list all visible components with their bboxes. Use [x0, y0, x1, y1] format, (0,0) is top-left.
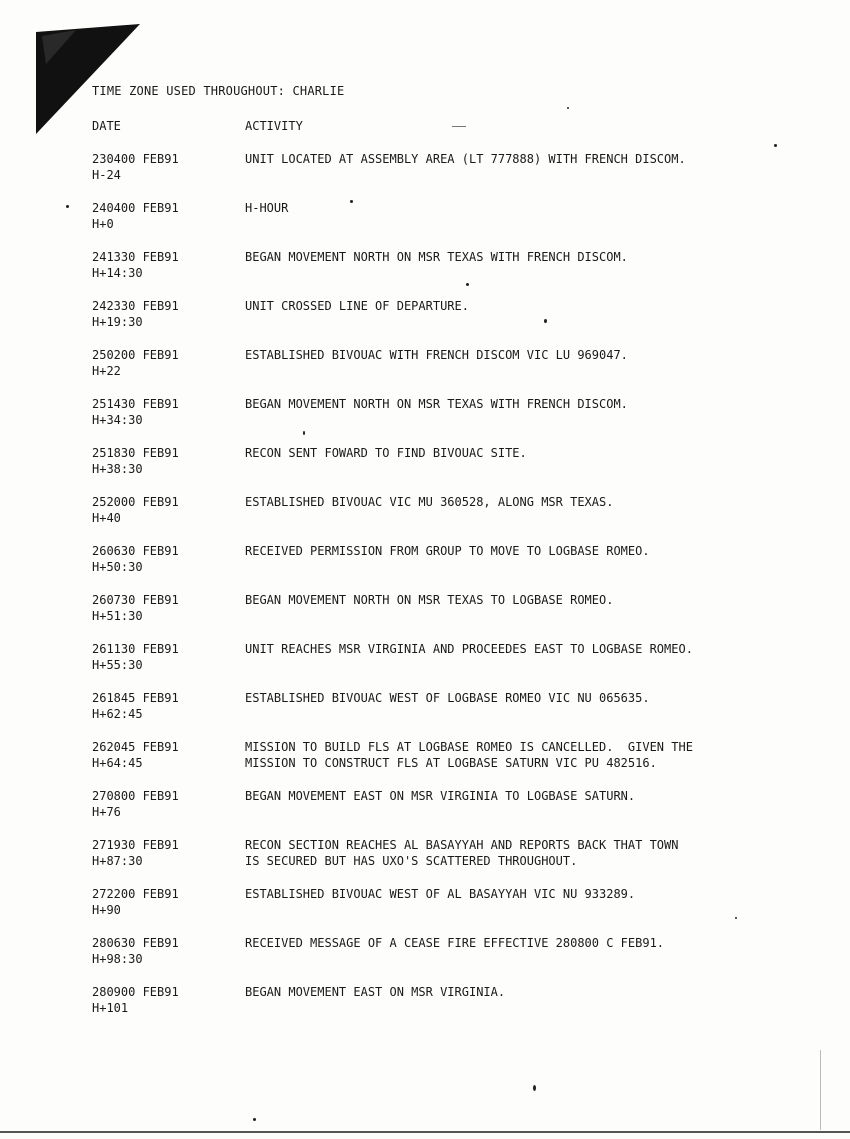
entry-time: [92, 641, 232, 674]
entry-activity: [245, 543, 765, 559]
log-entry: [0, 641, 850, 690]
entry-h-hour: H+34:30: [92, 413, 143, 428]
entry-dtg: 260630 FEB91: [92, 544, 179, 558]
page-bottom-edge: [0, 1131, 850, 1133]
entry-dtg: 280900 FEB91: [92, 985, 179, 999]
entry-activity: [245, 200, 765, 216]
entry-activity: [245, 494, 765, 510]
entry-activity: [245, 396, 765, 412]
entry-activity: [245, 984, 765, 1000]
log-entry: [0, 690, 850, 739]
entry-activity-line: RECEIVED PERMISSION FROM GROUP TO MOVE TO LOGBASE ROMEO.: [245, 544, 650, 558]
scan-speck: [350, 200, 353, 203]
entry-activity: [245, 249, 765, 265]
entry-dtg: 260730 FEB91: [92, 593, 179, 607]
entry-activity-line: BEGAN MOVEMENT NORTH ON MSR TEXAS WITH FRENCH DISCOM.: [245, 397, 628, 411]
scan-speck: [533, 1085, 536, 1091]
entry-activity-line: BEGAN MOVEMENT EAST ON MSR VIRGINIA.: [245, 985, 506, 999]
entry-h-hour: H+0: [92, 217, 114, 232]
log-entry: [0, 788, 850, 837]
scan-edge: [820, 1050, 821, 1130]
entry-activity-line: UNIT REACHES MSR VIRGINIA AND PROCEEDES EAST TO LOGBASE ROMEO.: [245, 642, 693, 656]
timezone-header: [92, 84, 344, 98]
entry-dtg: 252000 FEB91: [92, 495, 179, 509]
log-entry: [0, 935, 850, 984]
entry-activity: [245, 298, 765, 314]
entry-dtg: 271930 FEB91: [92, 838, 179, 852]
entry-activity: [245, 739, 765, 772]
entry-activity: [245, 837, 765, 870]
activity-log: [0, 151, 850, 1033]
entry-dtg: 251430 FEB91: [92, 397, 179, 411]
scan-speck: [66, 205, 69, 208]
log-entry: [0, 347, 850, 396]
entry-time: [92, 886, 232, 919]
entry-time: [92, 249, 232, 282]
entry-h-hour: H+98:30: [92, 952, 143, 967]
entry-activity: [245, 151, 765, 167]
header-dash: [452, 126, 466, 127]
scan-speck: [253, 1118, 256, 1121]
date-column-header: DATE: [92, 119, 121, 133]
entry-time: [92, 739, 232, 772]
entry-activity-line: BEGAN MOVEMENT NORTH ON MSR TEXAS TO LOGBASE ROMEO.: [245, 593, 614, 607]
entry-activity-line: RECON SECTION REACHES AL BASAYYAH AND REPORTS BACK THAT TOWN: [245, 838, 679, 852]
entry-activity-line: BEGAN MOVEMENT NORTH ON MSR TEXAS WITH FRENCH DISCOM.: [245, 250, 628, 264]
log-entry: [0, 249, 850, 298]
entry-dtg: 272200 FEB91: [92, 887, 179, 901]
log-entry: [0, 396, 850, 445]
entry-activity-line: BEGAN MOVEMENT EAST ON MSR VIRGINIA TO LOGBASE SATURN.: [245, 789, 636, 803]
timezone-value: CHARLIE: [292, 84, 345, 98]
entry-time: [92, 494, 232, 527]
entry-h-hour: H+22: [92, 364, 121, 379]
log-entry: [0, 592, 850, 641]
scan-speck: [466, 283, 469, 286]
entry-time: [92, 984, 232, 1017]
entry-activity: [245, 935, 765, 951]
activity-column-header: ACTIVITY: [245, 119, 303, 133]
entry-dtg: 270800 FEB91: [92, 789, 179, 803]
entry-dtg: 261130 FEB91: [92, 642, 179, 656]
entry-h-hour: H+51:30: [92, 609, 143, 624]
entry-activity-line: ESTABLISHED BIVOUAC WEST OF LOGBASE ROMEO VIC NU 065635.: [245, 691, 650, 705]
entry-time: [92, 837, 232, 870]
entry-h-hour: H+62:45: [92, 707, 143, 722]
entry-h-hour: H+55:30: [92, 658, 143, 673]
entry-time: [92, 396, 232, 429]
entry-h-hour: H+40: [92, 511, 121, 526]
log-entry: [0, 837, 850, 886]
entry-dtg: 280630 FEB91: [92, 936, 179, 950]
log-entry: [0, 445, 850, 494]
entry-activity: [245, 641, 765, 657]
entry-activity: [245, 788, 765, 804]
entry-activity-line: RECON SENT FOWARD TO FIND BIVOUAC SITE.: [245, 446, 527, 460]
entry-h-hour: H+50:30: [92, 560, 143, 575]
log-entry: [0, 739, 850, 788]
entry-h-hour: H+101: [92, 1001, 129, 1016]
corner-scan-artifact: [36, 24, 140, 134]
entry-time: [92, 151, 232, 184]
entry-activity-line: ESTABLISHED BIVOUAC WITH FRENCH DISCOM VIC LU 969047.: [245, 348, 628, 362]
entry-activity-line: ESTABLISHED BIVOUAC WEST OF AL BASAYYAH VIC NU 933289.: [245, 887, 636, 901]
entry-h-hour: H+64:45: [92, 756, 143, 771]
scan-speck: [774, 144, 777, 147]
entry-time: [92, 788, 232, 821]
entry-time: [92, 298, 232, 331]
entry-activity: [245, 690, 765, 706]
entry-time: [92, 592, 232, 625]
entry-activity-line: IS SECURED BUT HAS UXO'S SCATTERED THROUGHOUT.: [245, 854, 578, 869]
scan-speck: [303, 431, 305, 435]
entry-dtg: 240400 FEB91: [92, 201, 179, 215]
timezone-label: TIME ZONE USED THROUGHOUT:: [92, 84, 286, 98]
entry-time: [92, 347, 232, 380]
log-entry: [0, 886, 850, 935]
entry-activity: [245, 592, 765, 608]
entry-activity-line: UNIT LOCATED AT ASSEMBLY AREA (LT 777888) WITH FRENCH DISCOM.: [245, 152, 686, 166]
entry-time: [92, 445, 232, 478]
log-entry: [0, 200, 850, 249]
log-entry: [0, 494, 850, 543]
entry-dtg: 251830 FEB91: [92, 446, 179, 460]
entry-dtg: 262045 FEB91: [92, 740, 179, 754]
entry-dtg: 230400 FEB91: [92, 152, 179, 166]
scan-speck: [567, 107, 569, 109]
entry-activity-line: RECEIVED MESSAGE OF A CEASE FIRE EFFECTIVE 280800 C FEB91.: [245, 936, 665, 950]
entry-time: [92, 690, 232, 723]
log-entry: [0, 984, 850, 1033]
entry-dtg: 250200 FEB91: [92, 348, 179, 362]
entry-dtg: 242330 FEB91: [92, 299, 179, 313]
entry-time: [92, 935, 232, 968]
entry-time: [92, 543, 232, 576]
entry-h-hour: H+38:30: [92, 462, 143, 477]
scan-speck: [735, 917, 737, 919]
entry-dtg: 261845 FEB91: [92, 691, 179, 705]
entry-h-hour: H+87:30: [92, 854, 143, 869]
entry-activity-line: MISSION TO BUILD FLS AT LOGBASE ROMEO IS CANCELLED. GIVEN THE: [245, 740, 693, 754]
entry-activity-line: ESTABLISHED BIVOUAC VIC MU 360528, ALONG MSR TEXAS.: [245, 495, 614, 509]
log-entry: [0, 151, 850, 200]
entry-h-hour: H+76: [92, 805, 121, 820]
entry-dtg: 241330 FEB91: [92, 250, 179, 264]
entry-h-hour: H+14:30: [92, 266, 143, 281]
log-entry: [0, 298, 850, 347]
log-entry: [0, 543, 850, 592]
column-headers: [0, 119, 850, 135]
entry-activity-line: H-HOUR: [245, 201, 289, 215]
entry-h-hour: H-24: [92, 168, 121, 183]
entry-time: [92, 200, 232, 233]
entry-h-hour: H+19:30: [92, 315, 143, 330]
entry-h-hour: H+90: [92, 903, 121, 918]
entry-activity: [245, 347, 765, 363]
entry-activity-line: MISSION TO CONSTRUCT FLS AT LOGBASE SATURN VIC PU 482516.: [245, 756, 657, 771]
entry-activity: [245, 445, 765, 461]
scan-speck: [544, 319, 547, 323]
entry-activity-line: UNIT CROSSED LINE OF DEPARTURE.: [245, 299, 469, 313]
entry-activity: [245, 886, 765, 902]
